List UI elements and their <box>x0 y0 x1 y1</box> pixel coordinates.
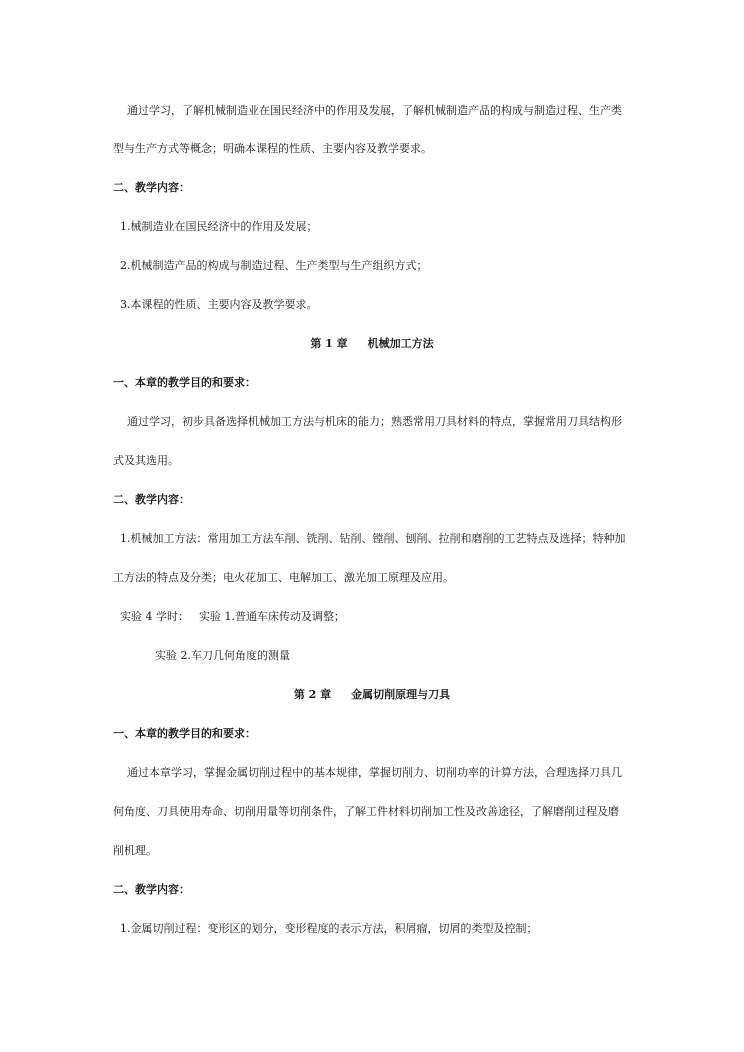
section-heading: 一、本章的教学目的和要求： <box>113 376 256 389</box>
paragraph-line: 1.金属切削过程：变形区的划分，变形程度的表示方法，积屑瘤，切屑的类型及控制； <box>120 922 538 935</box>
chapter-title <box>0 337 744 351</box>
section-heading: 二、教学内容： <box>113 181 190 194</box>
lab-item: 实验 2.车刀几何角度的测量 <box>155 649 290 662</box>
lab-item: 实验 1.普通车床传动及调整； <box>199 610 345 623</box>
list-item: 2.机械制造产品的构成与制造过程、生产类型与生产组织方式； <box>120 259 428 272</box>
chapter-title <box>0 688 744 702</box>
paragraph-line: 削机理。 <box>113 844 157 857</box>
list-item: 1.械制造业在国民经济中的作用及发展； <box>120 220 318 233</box>
lab-hours: 实验 4 学时： <box>120 610 189 623</box>
paragraph-line: 1.机械加工方法：常用加工方法车削、铣削、钻削、镗削、刨削、拉削和磨削的工艺特点及选择；特种加 <box>120 532 626 545</box>
chapter-name: 机械加工方法 <box>367 337 434 350</box>
paragraph-line: 何角度、刀具使用寿命、切削用量等切削条件，了解工件材料切削加工性及改善途径，了解磨削过程及磨 <box>113 805 619 818</box>
section-heading: 二、教学内容： <box>113 493 190 506</box>
intro-paragraph-line: 型与生产方式等概念；明确本课程的性质、主要内容及教学要求。 <box>113 142 432 155</box>
section-heading: 一、本章的教学目的和要求： <box>113 727 256 740</box>
section-heading: 二、教学内容： <box>113 883 190 896</box>
paragraph-line: 通过本章学习，掌握金属切削过程中的基本规律，掌握切削力、切削功率的计算方法，合理选择刀具几 <box>127 766 622 779</box>
list-item: 3.本课程的性质、主要内容及教学要求。 <box>120 298 318 311</box>
chapter-number: 第 2 章 <box>293 688 332 701</box>
chapter-number: 第 1 章 <box>310 337 348 350</box>
paragraph-line: 式及其选用。 <box>113 454 179 467</box>
lab-line <box>120 610 345 624</box>
intro-paragraph-line: 通过学习，了解机械制造业在国民经济中的作用及发展，了解机械制造产品的构成与制造过程、生产类 <box>127 104 622 117</box>
paragraph-line: 通过学习，初步具备选择机械加工方法与机床的能力；熟悉常用刀具材料的特点，掌握常用刀具结构形 <box>127 415 622 428</box>
chapter-name: 金属切削原理与刀具 <box>351 688 451 701</box>
paragraph-line: 工方法的特点及分类；电火花加工、电解加工、激光加工原理及应用。 <box>113 571 454 584</box>
